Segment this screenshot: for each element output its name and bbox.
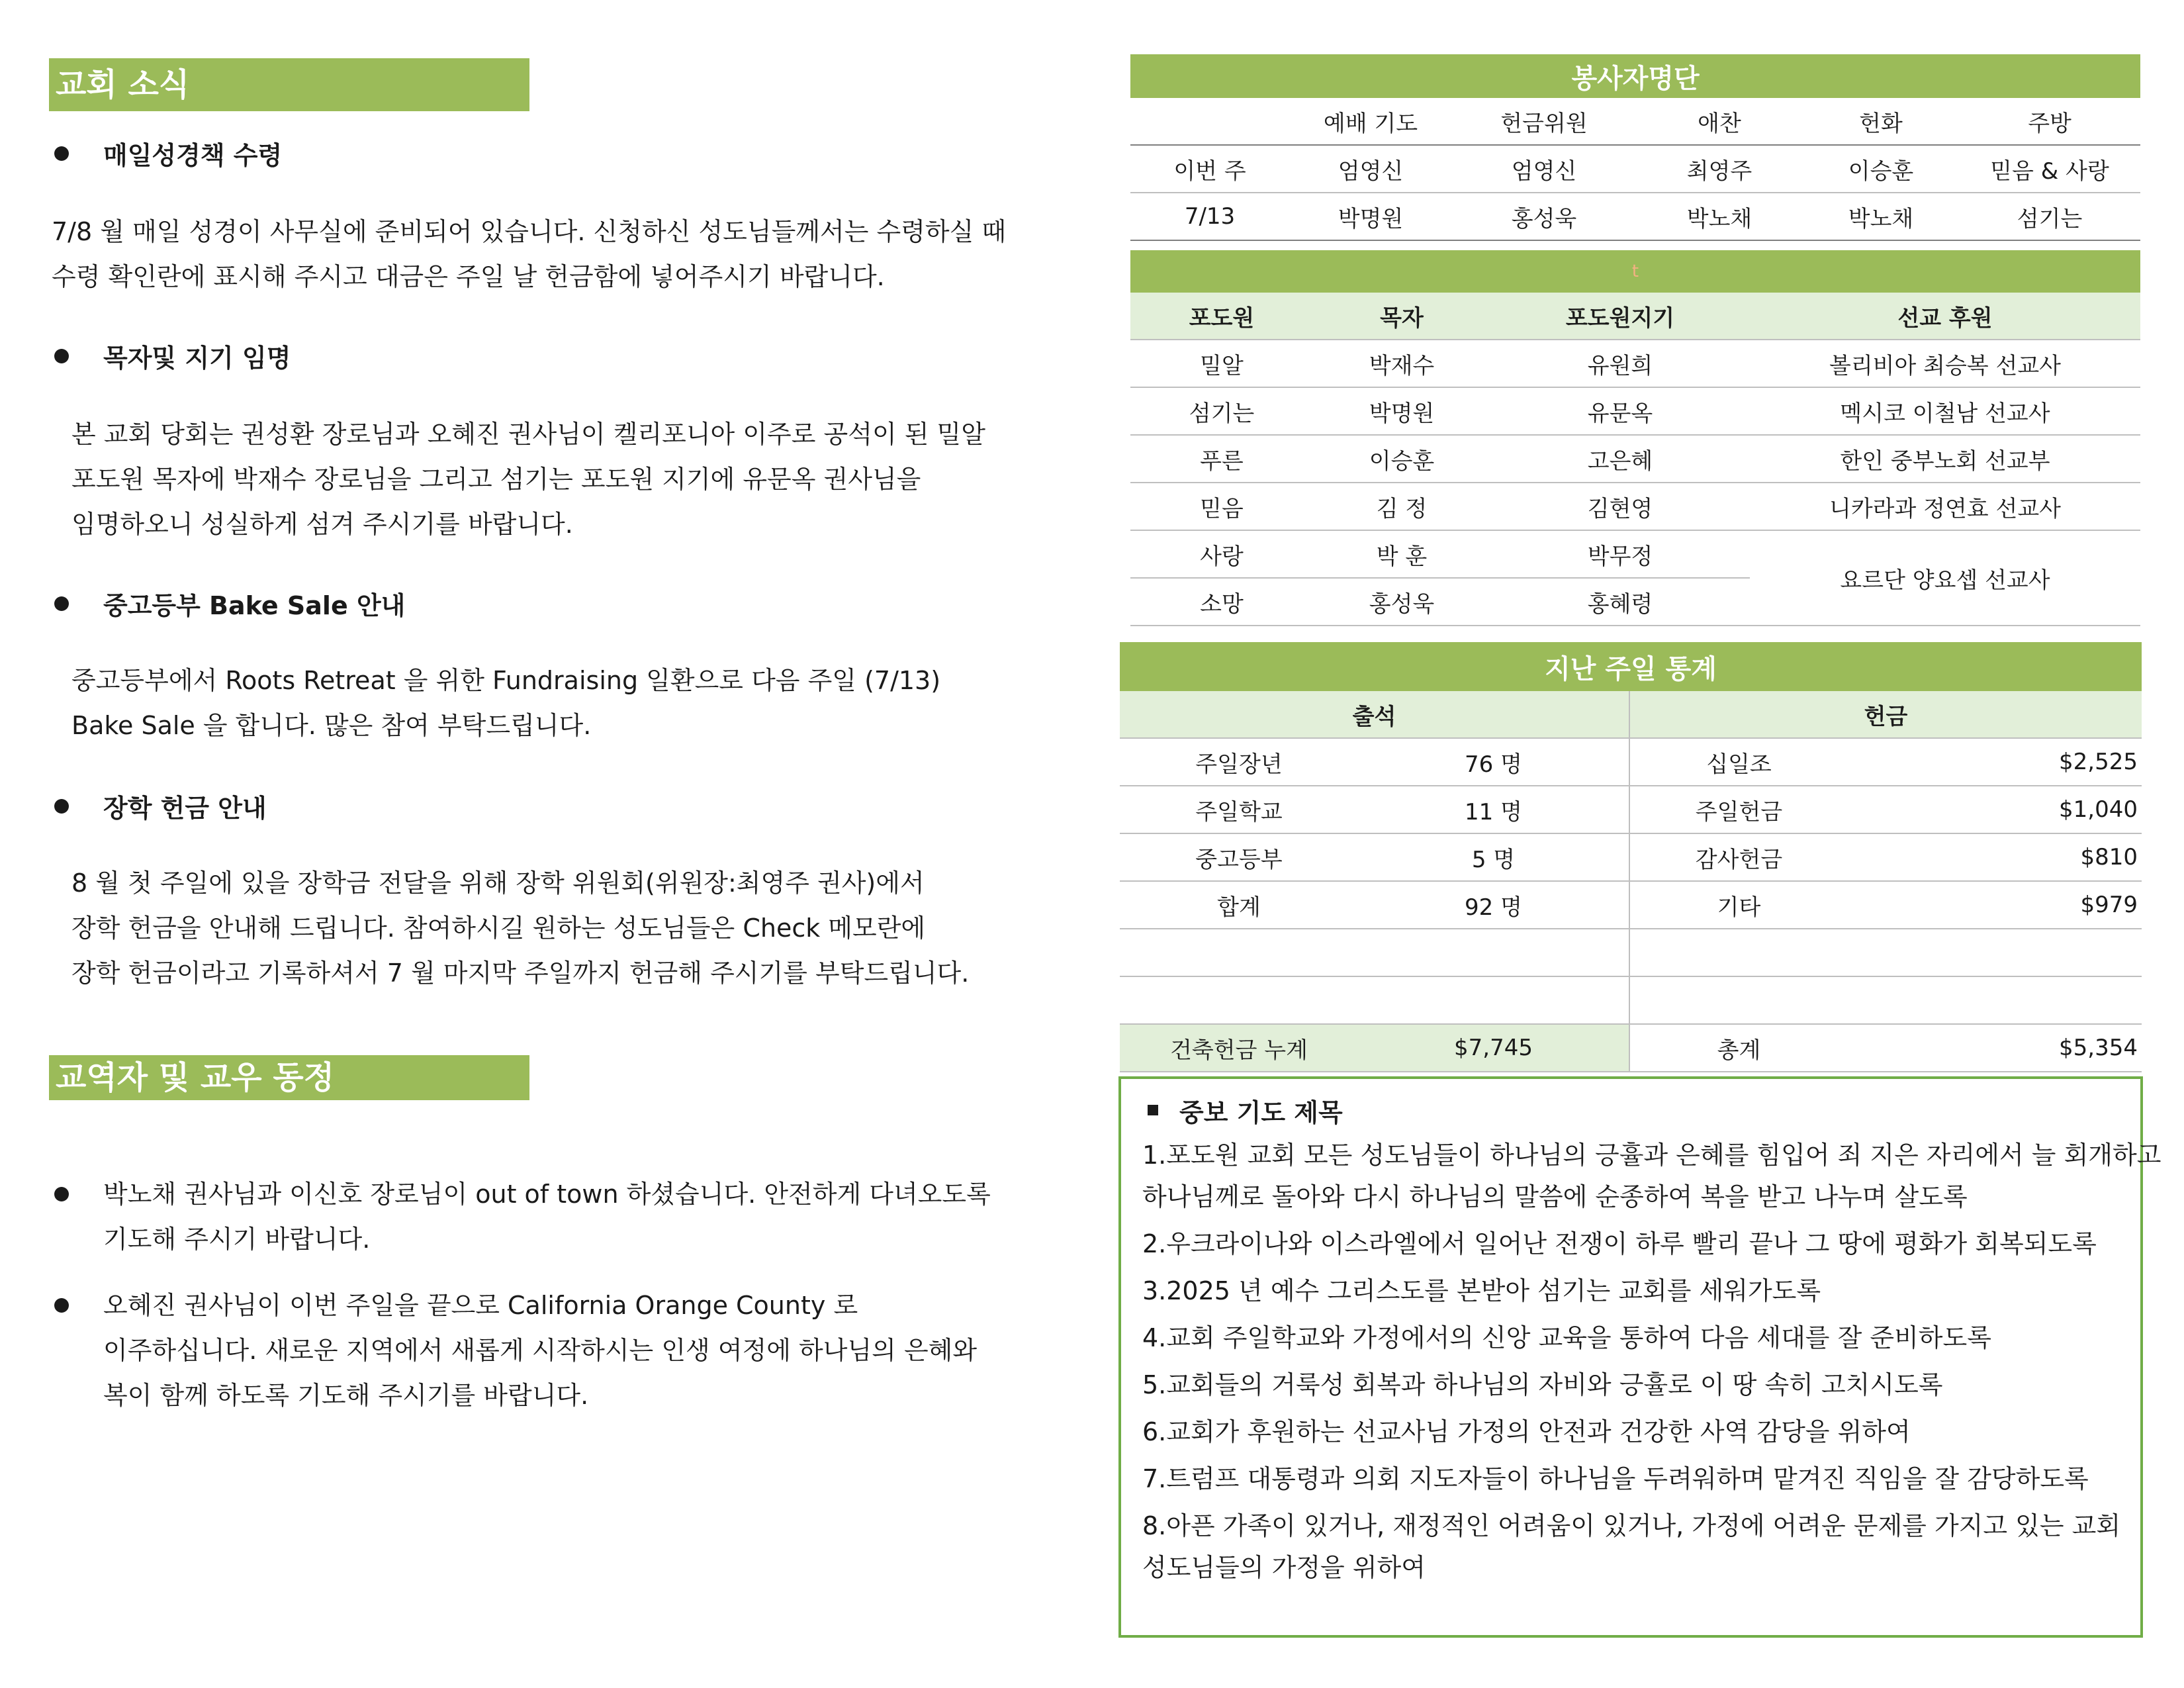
prayer-item [1142, 1505, 2140, 1589]
bullet-icon [54, 349, 69, 363]
table-cell: $2,525 [1848, 738, 2142, 786]
table-cell: 7/13 [1130, 193, 1289, 240]
table-row [1120, 881, 2142, 929]
table-header-cell: 헌화 [1803, 98, 1959, 145]
prayer-item: 3.2025 년 예수 그리스도를 본받아 섬기는 교회를 세워가도록 [1142, 1276, 1821, 1305]
table-cell: $979 [1848, 881, 2142, 929]
table-row [1130, 145, 2140, 193]
news-item-4-body [71, 861, 969, 996]
table-row [1130, 435, 2140, 483]
table-cell: 박명원 [1289, 193, 1452, 240]
table-cell: 볼리비아 최승복 선교사 [1750, 340, 2140, 387]
text-line: 본 교회 당회는 권성환 장로님과 오혜진 권사님이 켈리포니아 이주로 공석이 된 밀알 [71, 420, 985, 449]
table-header-cell: 목자 [1313, 293, 1490, 340]
prayer-title-text: 중보 기도 제목 [1179, 1098, 1343, 1127]
table-header-cell: 선교 후원 [1750, 293, 2140, 340]
text-line: 임명하오니 성실하게 섬겨 주시기를 바랍니다. [71, 510, 573, 539]
text-line: 하나님께로 돌아와 다시 하나님의 말씀에 순종하여 복을 받고 나누며 살도록 [1142, 1182, 1968, 1211]
table-cell [1848, 929, 2142, 976]
table-cell: 섬기는 [1959, 193, 2140, 240]
prayer-box [1118, 1076, 2161, 1638]
volunteers-title: 봉사자명단 [1130, 54, 2140, 98]
table-cell: 김현영 [1490, 483, 1750, 530]
table-cell [1848, 976, 2142, 1024]
table-cell: 소망 [1130, 578, 1313, 626]
table-cell: 홍혜령 [1490, 578, 1750, 626]
table-row [1120, 738, 2142, 786]
table-row [1120, 976, 2142, 1024]
table-cell: 사랑 [1130, 530, 1313, 578]
text-line: 8 월 첫 주일에 있을 장학금 전달을 위해 장학 위원회(위원장:최영주 권사)에서 [71, 868, 925, 898]
table-cell: 최영주 [1636, 145, 1803, 193]
table-cell: 요르단 양요셉 선교사 [1750, 530, 2140, 626]
table-cell: $1,040 [1848, 786, 2142, 833]
text-line: 기도해 주시기 바랍니다. [103, 1225, 371, 1254]
building-fund-label: 건축헌금 누계 [1120, 1024, 1358, 1072]
text-line: 박노채 권사님과 이신호 장로님이 out of town 하셨습니다. 안전하게 다녀오도록 [103, 1180, 991, 1209]
news-item-4-heading [54, 788, 267, 824]
text-line: 8.아픈 가족이 있거나, 재정적인 어려움이 있거나, 가정에 어려운 문제를 가지고 있는 교회 [1142, 1511, 2121, 1540]
text-line: 장학 헌금이라고 기록하셔서 7 월 마지막 주일까지 헌금해 주시기를 부탁드립니다. [71, 959, 970, 988]
table-row [1120, 833, 2142, 881]
news-item-heading: 중고등부 Bake Sale 안내 [103, 591, 406, 620]
bullet-icon [54, 1187, 69, 1201]
news-item-2-body [71, 412, 985, 547]
table-header-cell: 주방 [1959, 98, 2140, 145]
table-cell: 이승훈 [1803, 145, 1959, 193]
news-item-2-heading [54, 338, 291, 374]
staff-news-item-2 [54, 1283, 977, 1418]
table-cell: 박노채 [1803, 193, 1959, 240]
table-cell [1629, 929, 1848, 976]
table-header-cell: 예배 기도 [1289, 98, 1452, 145]
table-cell: 믿음 & 사랑 [1959, 145, 2140, 193]
table-cell: 섬기는 [1130, 387, 1313, 435]
staff-news-section-title: 교역자 및 교우 동정 [49, 1055, 529, 1100]
news-item-heading: 매일성경책 수령 [103, 141, 283, 170]
table-cell: 엄영신 [1289, 145, 1452, 193]
table-row [1130, 193, 2140, 240]
table-cell [1120, 929, 1358, 976]
building-fund-value: $7,745 [1358, 1024, 1629, 1072]
table-cell: 박재수 [1313, 340, 1490, 387]
table-cell: 기타 [1629, 881, 1848, 929]
prayer-item: 2.우크라이나와 이스라엘에서 일어난 전쟁이 하루 빨리 끝나 그 땅에 평화가 회복되도록 [1142, 1229, 2097, 1258]
table-cell: 중고등부 [1120, 833, 1358, 881]
news-item-1-heading [54, 135, 282, 171]
stats-title: 지난 주일 통계 [1120, 642, 2142, 691]
staff-news-item-1 [54, 1172, 991, 1262]
news-item-3-heading [54, 585, 405, 622]
text-line: 성도님들의 가정을 위하여 [1142, 1553, 1426, 1582]
text-line: 이주하십니다. 새로운 지역에서 새롭게 시작하시는 인생 여정에 하나님의 은혜와 [103, 1336, 978, 1365]
table-row [1120, 929, 2142, 976]
table-cell: 이번 주 [1130, 145, 1289, 193]
table-cell: 주일헌금 [1629, 786, 1848, 833]
table-cell: 11 명 [1358, 786, 1629, 833]
table-cell: 홍성욱 [1313, 578, 1490, 626]
table-cell [1358, 929, 1629, 976]
table-cell: 76 명 [1358, 738, 1629, 786]
table-cell: $810 [1848, 833, 2142, 881]
table-cell: 합계 [1120, 881, 1358, 929]
prayer-item: 4.교회 주일학교와 가정에서의 신앙 교육을 통하여 다음 세대를 잘 준비하도록 [1142, 1323, 1991, 1352]
table-header-cell [1130, 98, 1289, 145]
bullet-icon [54, 146, 69, 161]
table-cell: 주일장년 [1120, 738, 1358, 786]
prayer-item: 5.교회들의 거룩성 회복과 하나님의 자비와 긍휼로 이 땅 속히 고치시도록 [1142, 1370, 1943, 1399]
vineyards-title: t [1130, 250, 2140, 293]
text-line: 중고등부에서 Roots Retreat 을 위한 Fundraising 일환으로 다음 주일 (7/13) [71, 666, 941, 695]
table-cell: 멕시코 이철남 선교사 [1750, 387, 2140, 435]
news-item-heading: 장학 헌금 안내 [103, 794, 267, 823]
table-row [1130, 340, 2140, 387]
table-cell [1358, 976, 1629, 1024]
total-value: $5,354 [1848, 1024, 2142, 1072]
bullet-icon [54, 1298, 69, 1313]
square-bullet-icon [1148, 1105, 1158, 1115]
table-cell: 푸른 [1130, 435, 1313, 483]
table-cell: 박 훈 [1313, 530, 1490, 578]
table-row [1130, 530, 2140, 578]
total-label: 총계 [1629, 1024, 1848, 1072]
table-cell: 엄영신 [1452, 145, 1636, 193]
prayer-item: 6.교회가 후원하는 선교사님 가정의 안전과 건강한 사역 감당을 위하여 [1142, 1417, 1911, 1446]
table-header-cell: 포도원 [1130, 293, 1313, 340]
table-cell: 주일학교 [1120, 786, 1358, 833]
table-header-cell: 헌금위원 [1452, 98, 1636, 145]
table-cell: 박노채 [1636, 193, 1803, 240]
table-cell: 박명원 [1313, 387, 1490, 435]
text-line: 장학 헌금을 안내해 드립니다. 참여하시길 원하는 성도님들은 Check 메모란에 [71, 914, 926, 943]
table-cell: 박무정 [1490, 530, 1750, 578]
news-item-3-body [71, 658, 940, 748]
table-cell: 이승훈 [1313, 435, 1490, 483]
vineyards-table [1130, 250, 2140, 626]
offering-header: 헌금 [1629, 691, 2142, 738]
text-line: Bake Sale 을 합니다. 많은 참여 부탁드립니다. [71, 711, 592, 740]
news-section-title: 교회 소식 [49, 58, 529, 111]
table-row [1120, 786, 2142, 833]
prayer-item: 7.트럼프 대통령과 의회 지도자들이 하나님을 두려워하며 맡겨진 직임을 잘 감당하도록 [1142, 1464, 2089, 1493]
prayer-title [1148, 1091, 2140, 1129]
text-line: 포도원 목자에 박재수 장로님을 그리고 섬기는 포도원 지기에 유문옥 권사님을 [71, 465, 921, 494]
attendance-header: 출석 [1120, 691, 1629, 738]
table-cell: 밀알 [1130, 340, 1313, 387]
table-cell: 한인 중부노회 선교부 [1750, 435, 2140, 483]
table-cell [1629, 976, 1848, 1024]
bullet-icon [54, 596, 69, 611]
news-item-heading: 목자및 지기 임명 [103, 344, 291, 373]
table-row [1130, 387, 2140, 435]
table-header-cell: 애찬 [1636, 98, 1803, 145]
prayer-item [1142, 1135, 2161, 1218]
stats-table [1120, 642, 2142, 1072]
volunteers-table [1130, 54, 2140, 241]
table-cell: 니카라과 정연효 선교사 [1750, 483, 2140, 530]
table-cell: 고은혜 [1490, 435, 1750, 483]
table-cell: 유문옥 [1490, 387, 1750, 435]
bullet-icon [54, 799, 69, 814]
table-cell: 감사헌금 [1629, 833, 1848, 881]
text-line: 오혜진 권사님이 이번 주일을 끝으로 California Orange County 로 [103, 1291, 858, 1320]
news-item-1-body [52, 209, 1006, 299]
table-cell: 김 정 [1313, 483, 1490, 530]
table-cell: 믿음 [1130, 483, 1313, 530]
table-cell: 5 명 [1358, 833, 1629, 881]
text-line: 복이 함께 하도록 기도해 주시기를 바랍니다. [103, 1381, 589, 1410]
table-cell: 십일조 [1629, 738, 1848, 786]
table-cell: 유원희 [1490, 340, 1750, 387]
table-cell: 92 명 [1358, 881, 1629, 929]
text-line: 1.포도원 교회 모든 성도님들이 하나님의 긍휼과 은혜를 힘입어 죄 지은 자리에서 늘 회개하고 [1142, 1141, 2161, 1170]
table-row [1120, 1024, 2142, 1072]
table-header-cell: 포도원지기 [1490, 293, 1750, 340]
table-cell [1120, 976, 1358, 1024]
text-line: 7/8 월 매일 성경이 사무실에 준비되어 있습니다. 신청하신 성도님들께서는 수령하실 때 [52, 217, 1007, 246]
text-line: 수령 확인란에 표시해 주시고 대금은 주일 날 헌금함에 넣어주시기 바랍니다. [52, 262, 885, 291]
table-cell: 홍성욱 [1452, 193, 1636, 240]
table-row [1130, 483, 2140, 530]
